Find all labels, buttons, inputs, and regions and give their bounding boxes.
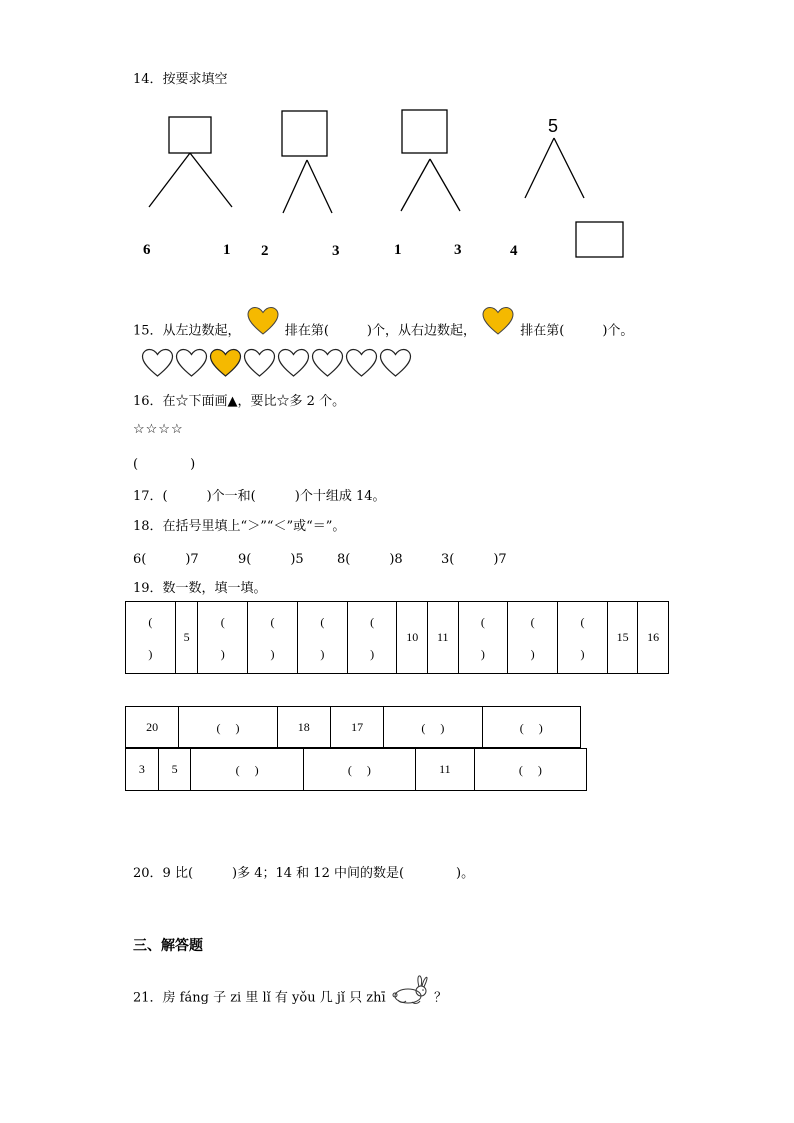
- outline-heart-icon: [345, 348, 378, 378]
- filled-heart-icon: [247, 306, 279, 340]
- q19-close-paren: ): [320, 646, 325, 661]
- question-16-title: 16．在☆下面画▲，要比☆多 2 个。: [133, 394, 346, 409]
- filled-heart-icon: [209, 348, 242, 378]
- outline-heart-icon: [311, 348, 344, 378]
- q19-cell-12: 15: [607, 602, 638, 674]
- q14-bottom-2-right: 3: [332, 243, 340, 259]
- q19-row2a-cell-5[interactable]: ( ): [384, 707, 482, 748]
- q19-row2a-cell-3: 18: [277, 707, 330, 748]
- outline-heart-icon: [277, 348, 310, 378]
- q15-part4: 排在第(: [520, 323, 565, 339]
- q14-bottom-2-left: 2: [261, 243, 269, 259]
- q19-cell-4[interactable]: [248, 602, 298, 674]
- outline-heart-icon: [243, 348, 276, 378]
- q19-row2b-cell-4[interactable]: ( ): [303, 749, 415, 791]
- q19-close-paren: ): [370, 646, 375, 661]
- q19-cell-2: 5: [175, 602, 198, 674]
- q19-row2b-cell-1: 3: [126, 749, 159, 791]
- q19-open-paren: (: [580, 614, 585, 629]
- q19-cell-3[interactable]: [198, 602, 248, 674]
- q14-bottom-1-left: 6: [143, 242, 151, 258]
- q21-text: 21．房 fáng 子 zi 里 lǐ 有 yǒu 几 jǐ 只 zhī: [133, 990, 386, 1006]
- q19-close-paren: ): [220, 646, 225, 661]
- q19-close-paren: ): [148, 646, 153, 661]
- question-21: [133, 980, 447, 1016]
- q19-open-paren: (: [148, 614, 153, 629]
- q19-row2b-cell-3[interactable]: ( ): [191, 749, 303, 791]
- q19-row2a-cell-6[interactable]: ( ): [482, 707, 580, 748]
- q19-row2a-cell-4: 17: [330, 707, 383, 748]
- q14-bottom-3-left: 1: [394, 242, 402, 258]
- q15-part3: )个，从右边数起，: [366, 323, 476, 339]
- q14-bottom-1-right: 1: [223, 242, 231, 258]
- q19-table-2: [125, 706, 581, 748]
- outline-heart-icon: [379, 348, 412, 378]
- q19-close-paren: ): [530, 646, 535, 661]
- q14-bottom-4-left: 4: [510, 243, 518, 259]
- q19-table-1: [125, 601, 669, 674]
- q19-row2a-cell-2[interactable]: ( ): [179, 707, 277, 748]
- q19-cell-6[interactable]: [347, 602, 397, 674]
- q15-part2: 排在第(: [284, 323, 329, 339]
- q18-item-2[interactable]: 9( )5: [238, 552, 304, 567]
- q19-row2b-cell-5: 11: [415, 749, 474, 791]
- q15-heart-row: [141, 348, 412, 378]
- q19-open-paren: (: [270, 614, 275, 629]
- q16-answer[interactable]: ( ): [133, 457, 196, 472]
- q19-cell-8: 11: [428, 602, 459, 674]
- question-20: 20．9 比( )多 4；14 和 12 中间的数是( )。: [133, 866, 475, 881]
- rabbit-icon: [390, 974, 430, 1010]
- outline-heart-icon: [175, 348, 208, 378]
- q19-cell-5[interactable]: [297, 602, 347, 674]
- question-19-title: 19．数一数，填一填。: [133, 581, 267, 596]
- q19-cell-1[interactable]: [126, 602, 176, 674]
- q14-top-number-4: 5: [548, 116, 559, 136]
- q19-row2a-cell-1: 20: [126, 707, 179, 748]
- q19-open-paren: (: [530, 614, 535, 629]
- q18-item-3[interactable]: 8( )8: [337, 552, 403, 567]
- q14-diagrams: [0, 0, 794, 280]
- question-14-title: 14．按要求填空: [133, 72, 228, 87]
- q19-open-paren: (: [320, 614, 325, 629]
- q19-cell-7: 10: [397, 602, 428, 674]
- q19-table-3: [125, 748, 587, 791]
- q19-cell-10[interactable]: [508, 602, 558, 674]
- q19-open-paren: (: [480, 614, 485, 629]
- question-17: 17．( )个一和( )个十组成 14。: [133, 489, 386, 504]
- filled-heart-icon: [482, 306, 514, 340]
- q15-part5: )个。: [602, 323, 634, 339]
- q19-cell-13: 16: [638, 602, 669, 674]
- q19-cell-11[interactable]: [558, 602, 608, 674]
- q19-close-paren: ): [480, 646, 485, 661]
- q14-box-4[interactable]: [576, 222, 623, 257]
- q16-stars: ☆☆☆☆: [133, 422, 184, 437]
- q19-close-paren: ): [580, 646, 585, 661]
- section-3-title: 三、解答题: [133, 938, 203, 954]
- q19-close-paren: ): [270, 646, 275, 661]
- q18-item-4[interactable]: 3( )7: [441, 552, 507, 567]
- q14-bottom-3-right: 3: [454, 242, 462, 258]
- outline-heart-icon: [141, 348, 174, 378]
- q18-item-1[interactable]: 6( )7: [133, 552, 199, 567]
- q14-box-1[interactable]: [169, 117, 211, 153]
- q19-row2b-cell-2: 5: [158, 749, 191, 791]
- q19-cell-9[interactable]: [458, 602, 508, 674]
- q19-row2b-cell-6[interactable]: ( ): [474, 749, 586, 791]
- question-15: [133, 314, 633, 348]
- q14-box-3[interactable]: [402, 110, 447, 153]
- question-18-title: 18．在括号里填上“＞”“＜”或“＝”。: [133, 519, 346, 534]
- q19-open-paren: (: [370, 614, 375, 629]
- q15-part1: 15．从左边数起，: [133, 323, 241, 339]
- q14-box-2[interactable]: [282, 111, 327, 156]
- q19-open-paren: (: [220, 614, 225, 629]
- q21-end: ？: [433, 990, 447, 1006]
